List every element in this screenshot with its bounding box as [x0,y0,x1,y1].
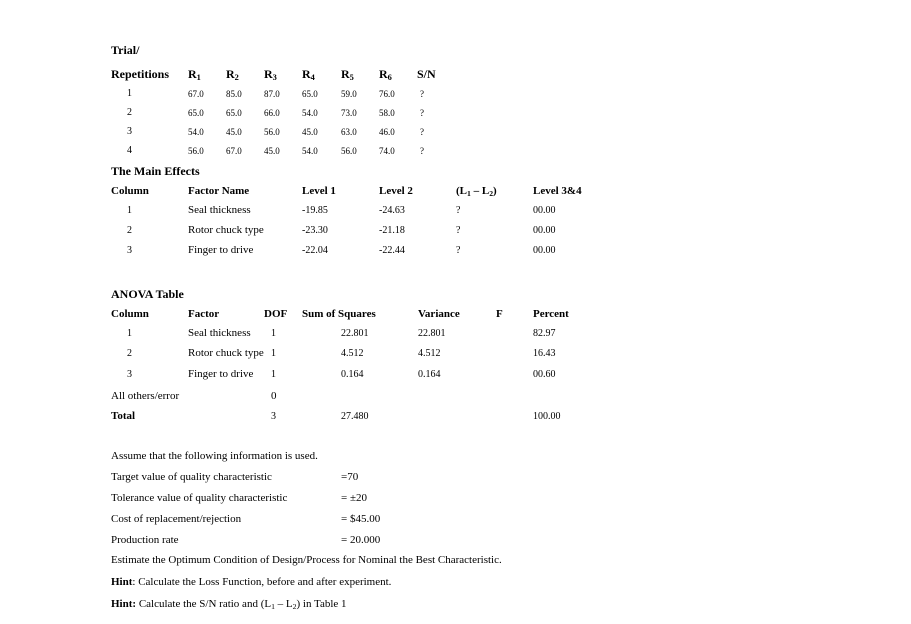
trial-number: 4 [127,145,132,156]
anova-factor: Finger to drive [188,368,254,380]
trial-cell: 66.0 [264,108,280,118]
trial-cell: 54.0 [188,127,204,137]
anova-header-factor: Factor [188,308,220,320]
trial-cell: 87.0 [264,89,280,99]
trial-col-header: $R_2$ [226,67,239,82]
trial-cell: 45.0 [302,127,318,137]
trial-col-header: $R_4$ [302,67,315,82]
trial-col-header: $R_1$ [188,67,201,82]
me-level1: -22.04 [302,245,328,256]
anova-total-dof: 3 [271,411,276,422]
anova-factor: Seal thickness [188,327,251,339]
me-level2: -24.63 [379,205,405,216]
anova-title: ANOVA Table [111,287,184,301]
anova-total-percent: 100.00 [533,411,561,422]
trial-cell: 58.0 [379,108,395,118]
me-diff: ? [456,245,461,256]
trial-cell: ? [420,127,424,137]
main-effects-title: The Main Effects [111,164,200,178]
me-level1: -23.30 [302,225,328,236]
anova-dof: 1 [271,369,276,380]
me-level34: 00.00 [533,205,556,216]
trial-cell: 74.0 [379,146,395,156]
anova-column: 2 [127,348,132,359]
anova-variance: 4.512 [418,348,441,359]
trial-cell: 56.0 [188,146,204,156]
trial-header-line1: Trial/ [111,43,140,57]
trial-cell: 73.0 [341,108,357,118]
info-label: Cost of replacement/rejection [111,513,242,525]
anova-total-label: Total [111,410,136,422]
info-value: = ±20 [341,492,367,504]
trial-cell: 56.0 [264,127,280,137]
trial-number: 1 [127,88,132,99]
trial-cell: 46.0 [379,127,395,137]
trial-number: 3 [127,126,132,137]
anova-column: 3 [127,369,132,380]
info-value: =70 [341,471,359,483]
info-intro: Assume that the following information is used. [111,450,318,462]
trial-cell: 56.0 [341,146,357,156]
anova-percent: 00.60 [533,369,556,380]
trial-cell: ? [420,89,424,99]
anova-percent: 82.97 [533,328,556,339]
info-label: Tolerance value of quality characteristic [111,492,288,504]
trial-col-header: $R_6$ [379,67,392,82]
trial-cell: 63.0 [341,127,357,137]
anova-column: 1 [127,328,132,339]
anova-total-ss: 27.480 [341,411,369,422]
me-level2: -22.44 [379,245,405,256]
anova-dof: 1 [271,328,276,339]
me-factor-name: Rotor chuck type [188,224,264,236]
anova-header-column: Column [111,308,149,320]
me-header-column: Column [111,185,149,197]
me-column: 2 [127,225,132,236]
me-header-level34: Level 3&4 [533,185,582,197]
trial-cell: 65.0 [188,108,204,118]
anova-header-f: F [496,308,503,320]
anova-ss: 0.164 [341,369,364,380]
anova-ss: 22.801 [341,328,369,339]
me-factor-name: Finger to drive [188,244,254,256]
me-level34: 00.00 [533,245,556,256]
trial-cell: ? [420,108,424,118]
trial-cell: 45.0 [226,127,242,137]
anova-others-dof: 0 [271,390,277,402]
anova-factor: Rotor chuck type [188,347,264,359]
trial-cell: 45.0 [264,146,280,156]
hint-2: Hint: Calculate the S/N ratio and $(L_1 - L_2)$ in Table 1 [111,598,347,611]
trial-cell: 65.0 [226,108,242,118]
info-value: = 20.000 [341,534,381,546]
me-level1: -19.85 [302,205,328,216]
trial-cell: 59.0 [341,89,357,99]
anova-dof: 1 [271,348,276,359]
hint-1: Hint: Calculate the Loss Function, before and after experiment. [111,576,392,588]
me-header-factor: Factor Name [188,185,250,197]
trial-number: 2 [127,107,132,118]
anova-variance: 22.801 [418,328,446,339]
me-level2: -21.18 [379,225,405,236]
trial-cell: 67.0 [188,89,204,99]
info-label: Production rate [111,534,179,546]
me-header-level1: Level 1 [302,185,336,197]
info-task: Estimate the Optimum Condition of Design/Process for Nominal the Best Characteristic. [111,554,502,566]
trial-cell: 85.0 [226,89,242,99]
me-factor-name: Seal thickness [188,204,251,216]
trial-cell: ? [420,146,424,156]
anova-others-label: All others/error [111,390,180,402]
anova-header-percent: Percent [533,308,569,320]
trial-cell: 54.0 [302,146,318,156]
me-diff: ? [456,225,461,236]
info-label: Target value of quality characteristic [111,471,272,483]
anova-variance: 0.164 [418,369,441,380]
me-header-diff: $(L_1 - L_2)$ [456,185,497,198]
me-level34: 00.00 [533,225,556,236]
trial-cell: 65.0 [302,89,318,99]
anova-ss: 4.512 [341,348,364,359]
trial-cell: 54.0 [302,108,318,118]
trial-col-header: $R_5$ [341,67,354,82]
me-diff: ? [456,205,461,216]
me-header-level2: Level 2 [379,185,413,197]
trial-cell: 76.0 [379,89,395,99]
trial-cell: 67.0 [226,146,242,156]
anova-percent: 16.43 [533,348,556,359]
anova-header-ss: Sum of Squares [302,308,376,320]
me-column: 1 [127,205,132,216]
trial-col-header: S/N [417,67,436,81]
trial-col-header: $R_3$ [264,67,277,82]
anova-header-variance: Variance [418,308,460,320]
me-column: 3 [127,245,132,256]
anova-header-dof: DOF [264,308,288,320]
info-value: = $45.00 [341,513,381,525]
trial-header-line2: Repetitions [111,67,169,81]
